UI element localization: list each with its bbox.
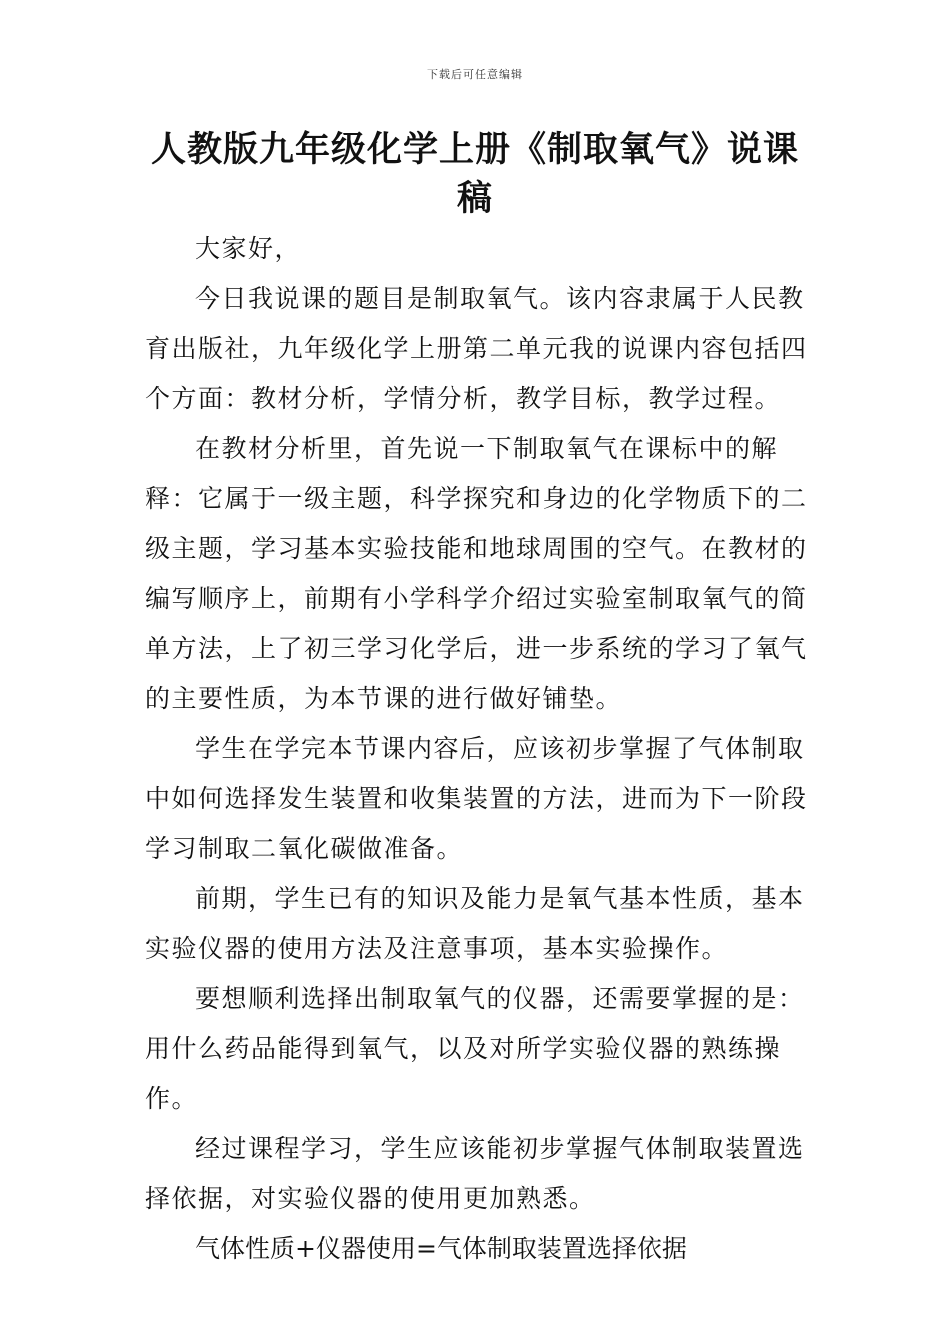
paragraph-requirements: 要想顺利选择出制取氧气的仪器，还需要掌握的是：用什么药品能得到氧气，以及对所学实验仪器的熟练操作。: [145, 984, 805, 1113]
paragraph-topic: 今日我说课的题目是制取氧气。该内容隶属于人民教育出版社，九年级化学上册第二单元我的说课内容包括四个方面：教材分析，学情分析，教学目标，教学过程。: [145, 284, 808, 413]
paragraph-course-goal: 经过课程学习，学生应该能初步掌握气体制取装置选择依据，对实验仪器的使用更加熟悉。: [145, 1134, 805, 1213]
paragraph-formula: 气体性质+仪器使用=气体制取装置选择依据: [195, 1234, 687, 1263]
header-note: 下载后可任意编辑: [427, 68, 523, 81]
paragraph-textbook-analysis: 在教材分析里，首先说一下制取氧气在课标中的解释：它属于一级主题，科学探究和身边的化学物质下的二级主题，学习基本实验技能和地球周围的空气。在教材的编写顺序上，前期有小学科学介绍过实验室制取氧气的简单方法，上了初三学习化学后，进一步系统的学习了氧气的主要性质，为本节课的进行做好铺垫。: [145, 434, 808, 713]
document-body: [145, 224, 825, 1274]
paragraph-prior-knowledge: 前期，学生已有的知识及能力是氧气基本性质，基本实验仪器的使用方法及注意事项，基本实验操作。: [145, 884, 805, 963]
paragraph-greeting: 大家好，: [195, 234, 302, 263]
paragraph-learning-outcome: 学生在学完本节课内容后，应该初步掌握了气体制取中如何选择发生装置和收集装置的方法，进而为下一阶段学习制取二氧化碳做准备。: [145, 734, 808, 863]
title-line-2: 稿: [456, 179, 493, 219]
title-line-1: 人教版九年级化学上册《制取氧气》说课: [150, 130, 799, 170]
document-title: [140, 126, 810, 224]
